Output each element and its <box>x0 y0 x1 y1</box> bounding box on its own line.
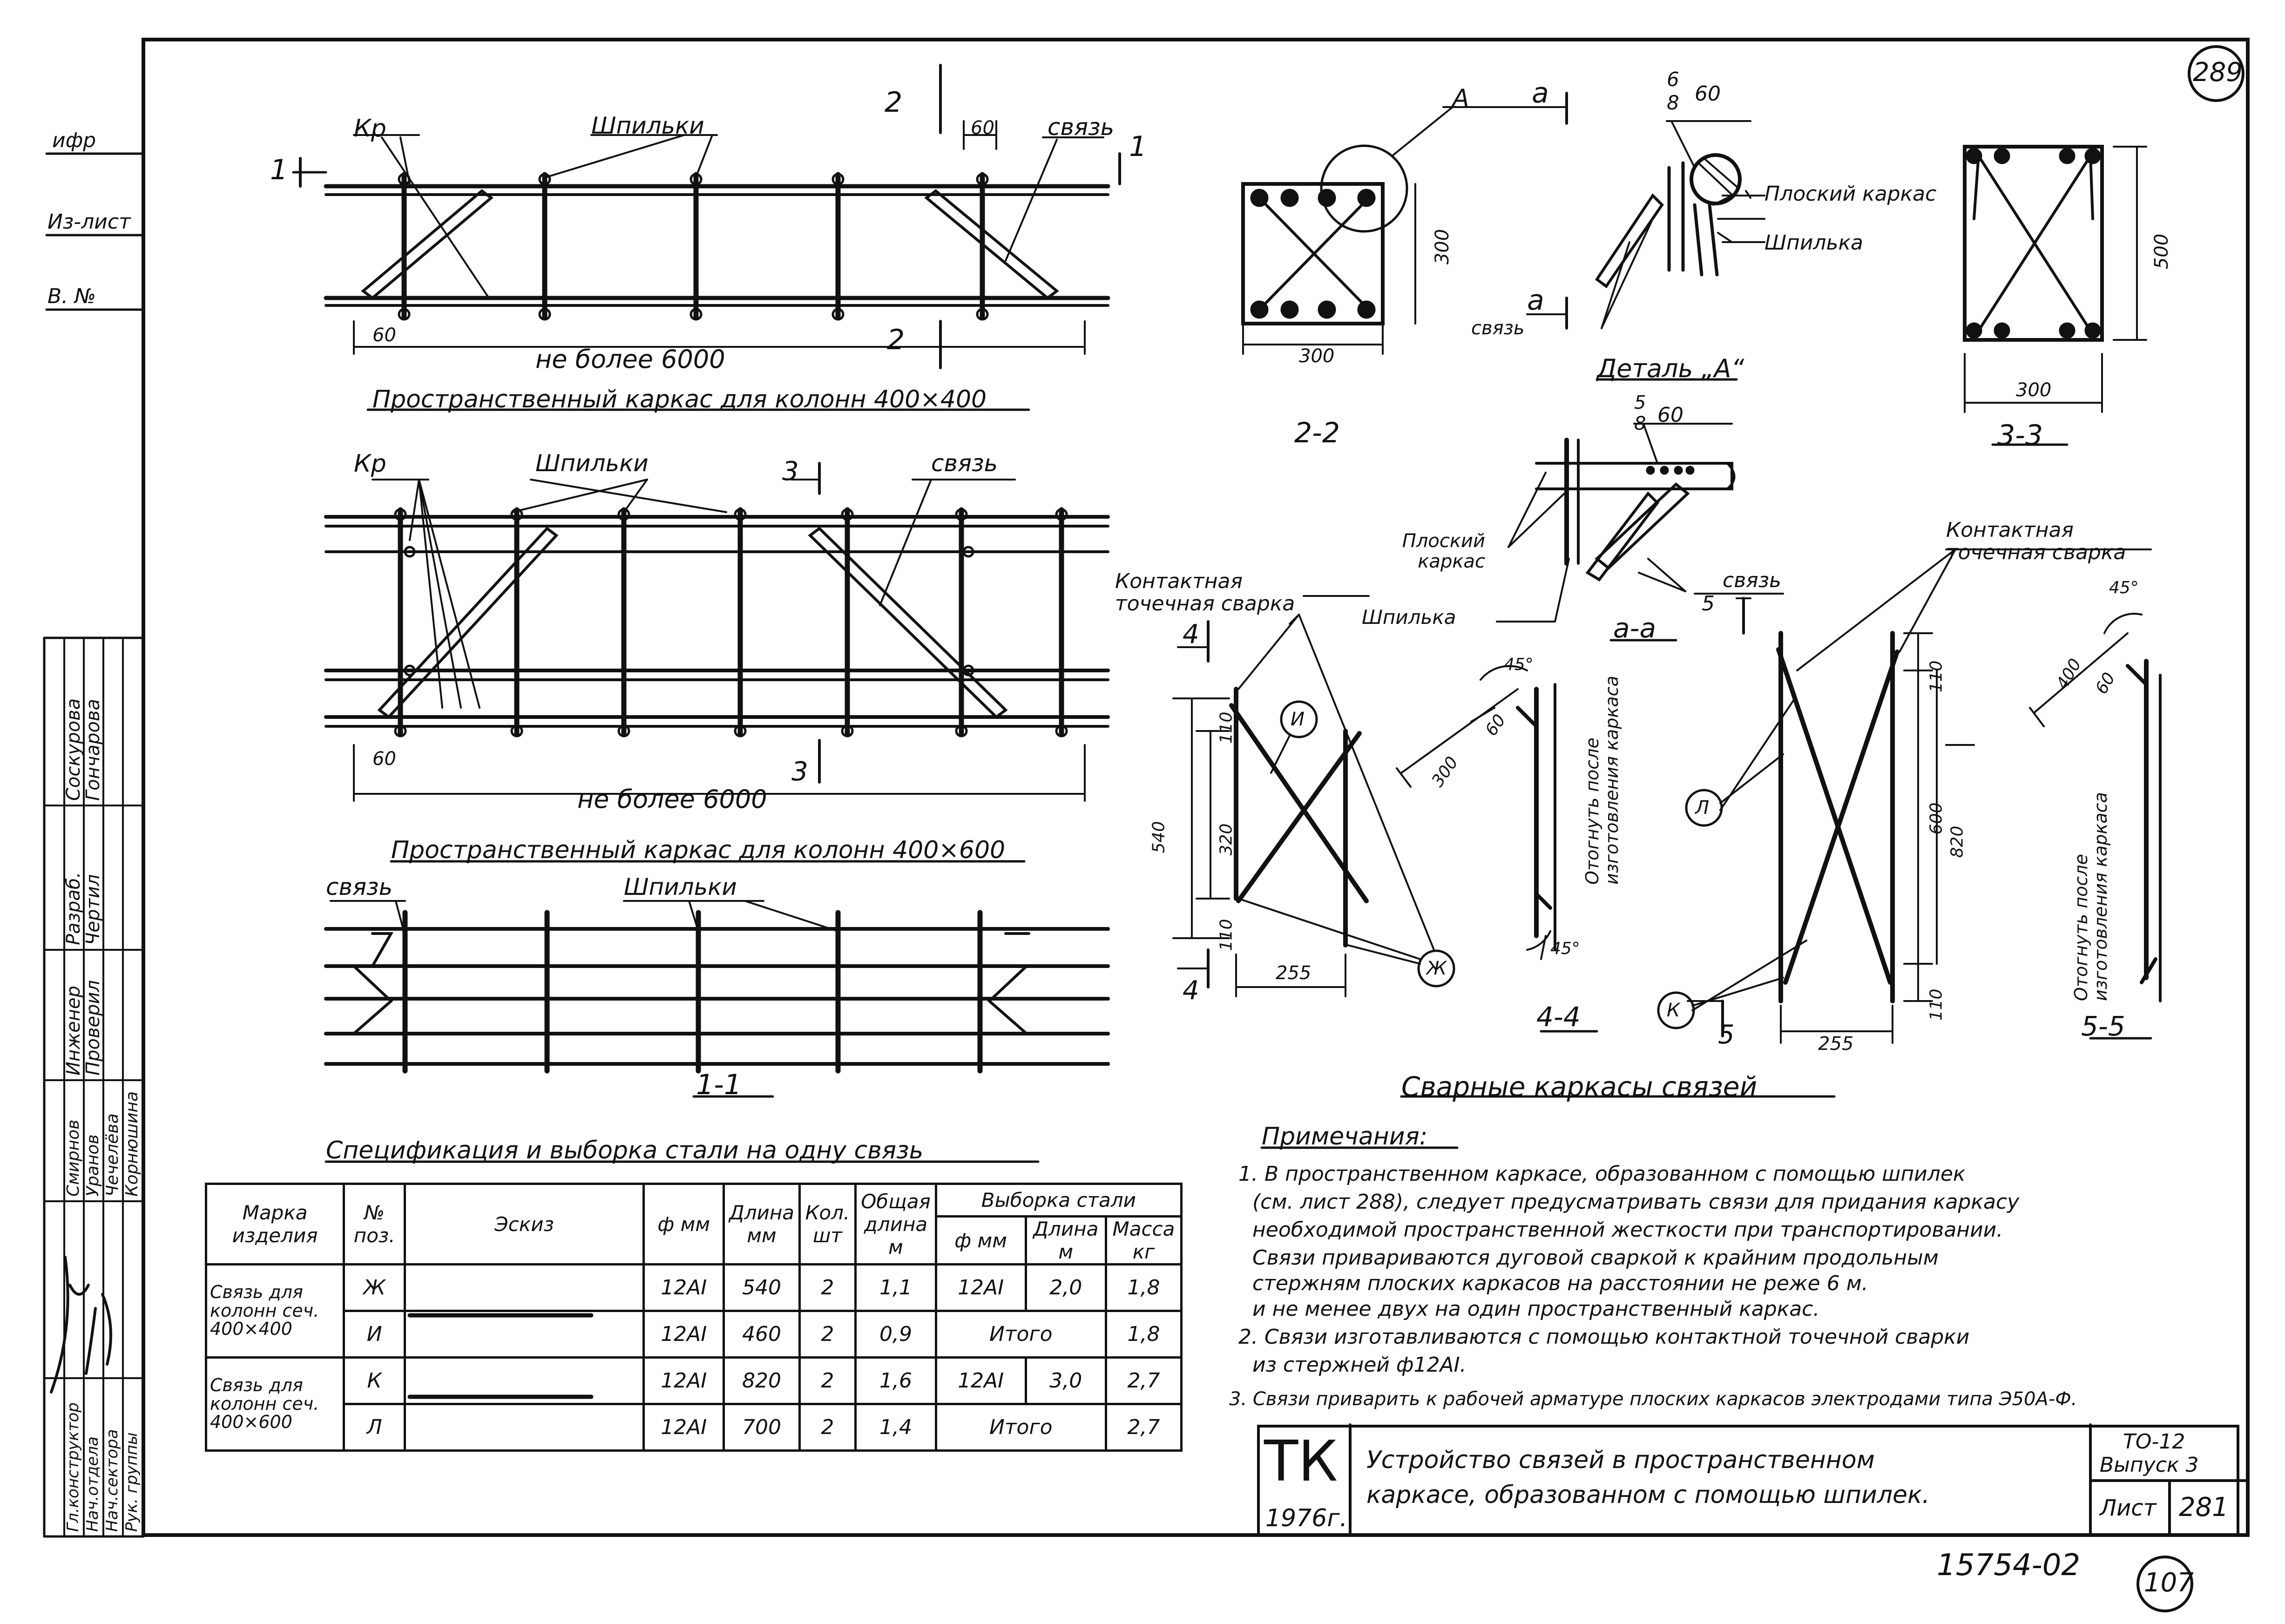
cut-5-bottom: 5 <box>1718 1020 1735 1050</box>
cell-len: 540 <box>724 1265 799 1311</box>
signature-role-5: Гл.конструктор <box>64 1402 82 1532</box>
cell-qty: 2 <box>799 1404 856 1451</box>
dim-300-s33: 300 <box>2016 379 2052 401</box>
caption-welded-frames: Сварные каркасы связей <box>1401 1071 1758 1103</box>
cell-itogo: Итого <box>936 1404 1106 1451</box>
margin-stub-1: ифр <box>52 129 96 152</box>
note-line-3: необходимой пространственной жесткости при транспортировании. <box>1252 1218 2003 1242</box>
aa-frac-len: 60 <box>1657 403 1683 427</box>
detailA-label-flat-frame: Плоский каркас <box>1764 182 1937 206</box>
caption-section-1-1: 1-1 <box>696 1069 742 1101</box>
signature-name-1: Соскурова <box>63 698 84 801</box>
cell-total: 1,1 <box>856 1265 936 1311</box>
cell-qty: 2 <box>799 1265 856 1311</box>
signature-name-4: Уранов <box>83 1134 102 1197</box>
detailA-label-pin: Шпилька <box>1764 231 1864 255</box>
caption-view1: Пространственный каркас для колонн 400×400 <box>372 386 987 413</box>
cell-s-mass: 2,7 <box>1106 1358 1181 1404</box>
cell-sketch <box>405 1311 644 1358</box>
dim-110-top-55: 110 <box>1927 660 1946 693</box>
cut-1-right: 1 <box>1129 130 1147 163</box>
dim-110-bottom-44: 110 <box>1217 919 1236 951</box>
dim-60-44: 60 <box>1481 711 1510 740</box>
signature-name-3: Смирнов <box>64 1119 83 1197</box>
dim-820-55: 820 <box>1947 826 1967 858</box>
contact-weld-label-2: Контактная точечная сварка <box>1946 518 2126 565</box>
signature-role-2: Чертил <box>82 874 104 945</box>
dim-300-44: 300 <box>1428 753 1462 791</box>
mark-I: И <box>1291 709 1305 730</box>
dim-60-55: 60 <box>2092 669 2119 697</box>
cell-dia: 12АI <box>644 1358 724 1404</box>
dim-110-top-44: 110 <box>1217 711 1236 744</box>
cell-qty: 2 <box>799 1311 856 1358</box>
cell-dia: 12АI <box>644 1311 724 1358</box>
cell-itogo: Итого <box>936 1311 1106 1358</box>
cell-pos: И <box>344 1311 405 1358</box>
title-block <box>1257 1425 2239 1536</box>
cell-sketch <box>405 1358 644 1404</box>
shpilki-label-1: Шпильки <box>591 112 704 139</box>
cell-len: 820 <box>724 1358 799 1404</box>
mark-Zh: Ж <box>1426 958 1447 979</box>
cell-sketch <box>405 1265 644 1311</box>
aa-label-tie: связь <box>1723 568 1781 592</box>
length-label-1: не более 6000 <box>535 345 725 374</box>
cell-s-dia: 12АI <box>936 1265 1026 1311</box>
cell-pos: К <box>344 1358 405 1404</box>
mark-L: Л <box>1695 797 1710 819</box>
table-row <box>206 1358 1182 1404</box>
caption-section-3-3: 3-3 <box>1997 419 2043 452</box>
th-s-len: Длина м <box>1026 1217 1106 1265</box>
cell-qty: 2 <box>799 1358 856 1404</box>
dim-500: 500 <box>2151 233 2173 270</box>
stamp-title-line1: Устройство связей в пространственном <box>1366 1446 1875 1474</box>
spec-table <box>205 1183 1183 1452</box>
stamp-series: ТО-12 <box>2123 1430 2185 1454</box>
aa-frac-num: 5 <box>1634 392 1646 413</box>
cell-pos: Л <box>344 1404 405 1451</box>
angle-45-44-b: 45° <box>1550 939 1580 958</box>
dim-300-vert: 300 <box>1432 229 1453 265</box>
note-line-4: Связи привариваются дуговой сваркой к крайним продольным <box>1252 1246 1939 1270</box>
archive-number: 15754-02 <box>1937 1548 2081 1583</box>
cell-s-mass: 2,7 <box>1106 1404 1181 1451</box>
aa-label-flat-frame: Плоский каркас <box>1402 530 1485 572</box>
cut-a-bottom: а <box>1527 284 1544 317</box>
cut-1-left: 1 <box>270 154 288 186</box>
note-bend-44: Отогнуть после изготовления каркаса <box>1582 676 1622 885</box>
margin-stub-3: В. № <box>47 284 96 308</box>
kr-label-1: Кр <box>354 115 386 142</box>
cell-total: 0,9 <box>856 1311 936 1358</box>
stamp-sheet-label: Лист <box>2100 1495 2157 1521</box>
signature-role-6: Нач.отдела <box>83 1436 102 1532</box>
corner-sheet-number: 289 <box>2193 57 2243 88</box>
cut-3-top: 3 <box>782 456 799 487</box>
aa-cut-5: 5 <box>1702 592 1715 616</box>
signature-role-4: Проверил <box>82 980 104 1076</box>
cut-2-top: 2 <box>885 86 903 119</box>
cell-total: 1,6 <box>856 1358 936 1404</box>
angle-45-55: 45° <box>2109 578 2139 597</box>
shpilki-label-2: Шпильки <box>535 450 649 477</box>
angle-45-44: 45° <box>1504 655 1534 674</box>
dim-320-44: 320 <box>1217 823 1236 856</box>
aa-label-pin: Шпилька <box>1362 606 1456 629</box>
margin-stub-2: Из-лист <box>47 210 131 234</box>
stamp-year: 1976г. <box>1265 1504 1348 1532</box>
callout-A: А <box>1453 84 1469 112</box>
cell-mark: Связь для колонн сеч. 400×400 <box>206 1265 344 1358</box>
detailA-frac-den: 8 <box>1667 91 1679 114</box>
cut-4-top: 4 <box>1183 619 1199 650</box>
caption-view2: Пространственный каркас для колонн 400×600 <box>391 836 1006 864</box>
stamp-title-line2: каркасе, образованном с помощью шпилек. <box>1366 1481 1930 1509</box>
svyaz-label-2: связь <box>931 450 998 477</box>
dim-600-55: 600 <box>1927 802 1946 835</box>
th-mark: Марка изделия <box>206 1184 344 1265</box>
cell-pos: Ж <box>344 1265 405 1311</box>
note-line-1: 1. В пространственном каркасе, образованном с помощью шпилек <box>1238 1162 1966 1186</box>
dim-110-bottom-55: 110 <box>1927 988 1946 1021</box>
signature-role-1: Разраб. <box>63 872 84 945</box>
note-line-8: из стержней ф12АI. <box>1252 1353 1467 1377</box>
th-sketch: Эскиз <box>405 1184 644 1265</box>
caption-detail-A: Деталь „А“ <box>1597 354 1744 383</box>
signature-name-5: Чечелёва <box>103 1113 122 1197</box>
note-line-7: 2. Связи изготавливаются с помощью контактной точечной сварки <box>1238 1325 1970 1349</box>
spec-title: Спецификация и выборка стали на одну связь <box>326 1137 924 1164</box>
dim-60-top: 60 <box>971 117 994 139</box>
th-len: Длина мм <box>724 1184 799 1265</box>
kr-label-2: Кр <box>354 450 386 478</box>
shpilki-label-3: Шпильки <box>624 873 737 900</box>
cell-s-dia: 12АI <box>936 1358 1026 1404</box>
length-label-2: не более 6000 <box>577 785 767 814</box>
svyaz-label-1: связь <box>1048 114 1115 141</box>
svyaz-label-3: связь <box>326 873 393 900</box>
cut-a-top: а <box>1532 77 1549 109</box>
dim-540-44: 540 <box>1149 821 1169 853</box>
th-pos: № поз. <box>344 1184 405 1265</box>
dim-255-55: 255 <box>1818 1033 1854 1055</box>
note-line-5: стержням плоских каркасов на расстоянии не реже 6 м. <box>1252 1272 1868 1295</box>
caption-section-4-4: 4-4 <box>1536 1001 1581 1033</box>
stamp-org: ТК <box>1264 1429 1338 1494</box>
dim-60-bottom: 60 <box>372 325 396 346</box>
cell-s-mass: 1,8 <box>1106 1311 1181 1358</box>
th-sample: Выборка стали <box>936 1184 1181 1217</box>
caption-section-2-2: 2-2 <box>1294 417 1340 449</box>
th-s-dia: ф мм <box>936 1217 1026 1265</box>
th-total: Общая длина м <box>856 1184 936 1265</box>
cell-mark: Связь для колонн сеч. 400×600 <box>206 1358 344 1451</box>
stamp-issue: Выпуск 3 <box>2100 1453 2199 1477</box>
cell-dia: 12АI <box>644 1265 724 1311</box>
signature-role-7: Нач.сектора <box>103 1429 122 1532</box>
cut-4-bottom: 4 <box>1183 975 1199 1006</box>
cell-s-len: 3,0 <box>1026 1358 1106 1404</box>
detailA-frac-len: 60 <box>1695 82 1721 106</box>
caption-section-a-a: а-а <box>1613 612 1656 644</box>
signature-name-6: Корнюшина <box>122 1091 142 1197</box>
cell-s-mass: 1,8 <box>1106 1265 1181 1311</box>
th-s-mass: Масса кг <box>1106 1217 1181 1265</box>
cut-2-bottom: 2 <box>887 324 905 356</box>
th-qty: Кол. шт <box>799 1184 856 1265</box>
signature-role-8: Рук. группы <box>122 1432 141 1532</box>
cell-s-len: 2,0 <box>1026 1265 1106 1311</box>
detailA-frac-num: 6 <box>1667 68 1679 91</box>
mark-K: К <box>1667 1000 1680 1021</box>
note-line-6: и не менее двух на один пространственный каркас. <box>1252 1297 1820 1321</box>
cell-dia: 12АI <box>644 1404 724 1451</box>
detailA-label-tie: связь <box>1471 318 1525 339</box>
aa-frac-den: 8 <box>1634 413 1646 434</box>
page-number: 107 <box>2144 1568 2194 1598</box>
stamp-sheet-number: 281 <box>2179 1492 2229 1522</box>
dim-300-horiz: 300 <box>1299 345 1335 367</box>
dim-400-55: 400 <box>2052 655 2085 693</box>
cell-len: 460 <box>724 1311 799 1358</box>
dim-255-44: 255 <box>1276 962 1312 984</box>
notes-title: Примечания: <box>1262 1123 1428 1150</box>
note-bend-55: Отогнуть после изготовления каркаса <box>2071 792 2111 1001</box>
note-line-2: (см. лист 288), следует предусматривать связи для придания каркасу <box>1252 1190 2020 1214</box>
cut-3-bottom: 3 <box>791 757 808 787</box>
note-line-9: 3. Связи приварить к рабочей арматуре плоских каркасов электродами типа Э50А-Ф. <box>1229 1388 2077 1410</box>
table-row <box>206 1404 1182 1451</box>
dim-60-view2: 60 <box>372 748 396 770</box>
signature-role-3: Инженер <box>63 986 84 1076</box>
signature-name-2: Гончарова <box>82 698 104 801</box>
table-row <box>206 1311 1182 1358</box>
cell-len: 700 <box>724 1404 799 1451</box>
caption-section-5-5: 5-5 <box>2081 1010 2125 1042</box>
contact-weld-label-1: Контактная точечная сварка <box>1115 569 1295 616</box>
th-dia: ф мм <box>644 1184 724 1265</box>
table-row <box>206 1265 1182 1311</box>
cell-total: 1,4 <box>856 1404 936 1451</box>
cell-sketch <box>405 1404 644 1451</box>
